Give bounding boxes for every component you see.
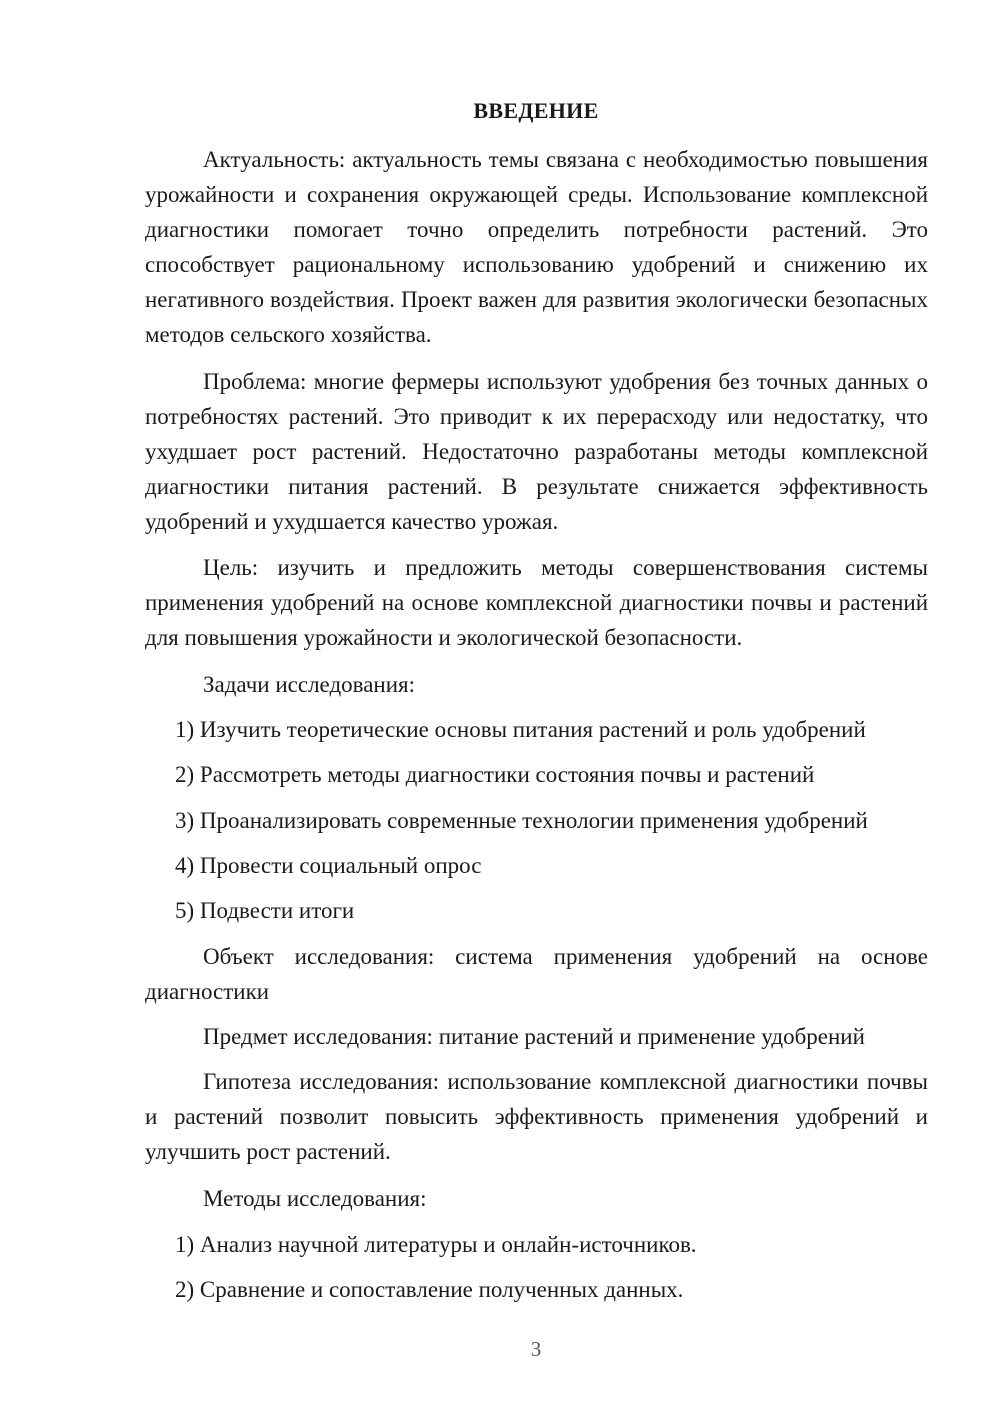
subject-paragraph: Предмет исследования: питание растений и применение удобрений <box>203 1024 865 1049</box>
page-number: 3 <box>530 1337 542 1361</box>
tasks-label: Задачи исследования: <box>203 672 416 697</box>
hypothesis-paragraph: Гипотеза исследования: использование комплексной диагностики почвы и растений позволит повысить эффективность применения удобрений и улучшить рост растений. <box>145 1069 928 1164</box>
task-item-1: 1) Изучить теоретические основы питания растений и роль удобрений <box>175 717 866 742</box>
section-heading: ВВЕДЕНИЕ <box>473 98 599 123</box>
method-item-1: 1) Анализ научной литературы и онлайн-источников. <box>175 1232 697 1257</box>
problem-paragraph: Проблема: многие фермеры используют удобрения без точных данных о потребностях растений. Это приводит к их перерасходу или недостатку, что ухудшает рост растений. Недостаточно разработаны методы комплексной диагностики питания растений. В результате снижается эффективность удобрений и ухудшается качество урожая. <box>145 369 928 534</box>
goal-paragraph: Цель: изучить и предложить методы совершенствования системы применения удобрений на основе комплексной диагностики почвы и растений для повышения урожайности и экологической безопасности. <box>145 555 928 650</box>
object-paragraph: Объект исследования: система применения удобрений на основе диагностики <box>145 944 928 1004</box>
method-item-2: 2) Сравнение и сопоставление полученных данных. <box>175 1277 684 1302</box>
methods-label: Методы исследования: <box>203 1186 427 1211</box>
task-item-3: 3) Проанализировать современные технологии применения удобрений <box>175 808 868 833</box>
task-item-2: 2) Рассмотреть методы диагностики состояния почвы и растений <box>175 762 815 787</box>
relevance-paragraph: Актуальность: актуальность темы связана с необходимостью повышения урожайности и сохранения окружающей среды. Использование комплексной диагностики помогает точно определить потребности растений. Это способствует рациональному использованию удобрений и снижению их негативного воздействия. Проект важен для развития экологически безопасных методов сельского хозяйства. <box>145 147 928 347</box>
task-item-5: 5) Подвести итоги <box>175 898 355 923</box>
task-item-4: 4) Провести социальный опрос <box>175 853 482 878</box>
